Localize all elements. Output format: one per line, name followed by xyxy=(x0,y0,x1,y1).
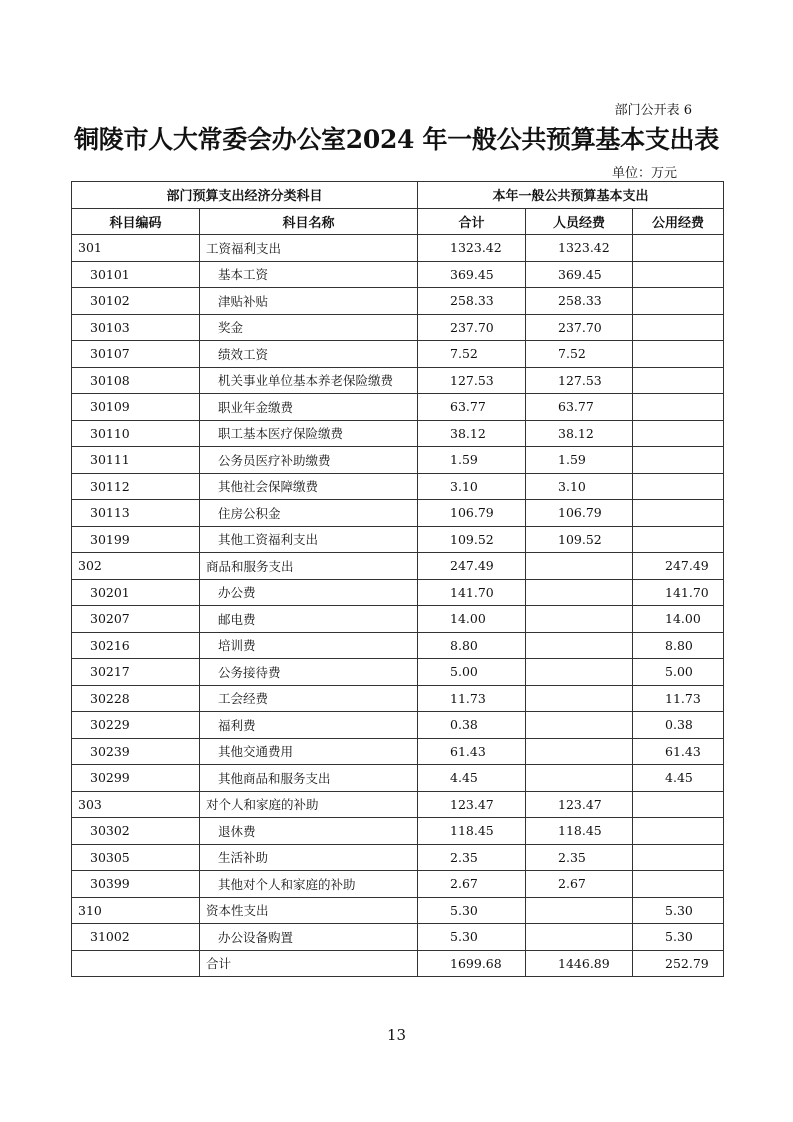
cell-name: 退休费 xyxy=(200,818,418,845)
cell-name: 办公设备购置 xyxy=(200,924,418,951)
cell-personnel: 118.45 xyxy=(526,818,633,845)
cell-code: 301 xyxy=(72,235,200,262)
cell-code: 30229 xyxy=(72,712,200,739)
cell-code xyxy=(72,950,200,977)
cell-total: 3.10 xyxy=(418,473,526,500)
cell-code: 30207 xyxy=(72,606,200,633)
cell-public: 5.00 xyxy=(633,659,724,686)
cell-personnel: 109.52 xyxy=(526,526,633,553)
cell-personnel: 1446.89 xyxy=(526,950,633,977)
table-row xyxy=(72,341,724,368)
cell-name: 其他社会保障缴费 xyxy=(200,473,418,500)
cell-total: 11.73 xyxy=(418,685,526,712)
cell-public: 14.00 xyxy=(633,606,724,633)
cell-public: 5.30 xyxy=(633,924,724,951)
cell-personnel: 369.45 xyxy=(526,261,633,288)
cell-total: 127.53 xyxy=(418,367,526,394)
cell-name: 机关事业单位基本养老保险缴费 xyxy=(200,367,418,394)
cell-name: 培训费 xyxy=(200,632,418,659)
table-row xyxy=(72,473,724,500)
cell-personnel: 7.52 xyxy=(526,341,633,368)
cell-total: 38.12 xyxy=(418,420,526,447)
table-body xyxy=(72,235,724,977)
cell-code: 30399 xyxy=(72,871,200,898)
cell-code: 30199 xyxy=(72,526,200,553)
cell-total: 2.35 xyxy=(418,844,526,871)
cell-code: 30113 xyxy=(72,500,200,527)
cell-code: 30110 xyxy=(72,420,200,447)
table-row xyxy=(72,235,724,262)
header-group-row xyxy=(72,182,724,209)
cell-name: 公务员医疗补助缴费 xyxy=(200,447,418,474)
cell-personnel: 237.70 xyxy=(526,314,633,341)
header-total: 合计 xyxy=(418,208,526,235)
cell-public xyxy=(633,791,724,818)
cell-total: 247.49 xyxy=(418,553,526,580)
cell-code: 30112 xyxy=(72,473,200,500)
table-row xyxy=(72,765,724,792)
cell-total: 5.30 xyxy=(418,897,526,924)
cell-code: 30108 xyxy=(72,367,200,394)
cell-total: 123.47 xyxy=(418,791,526,818)
table-row xyxy=(72,500,724,527)
table-row xyxy=(72,261,724,288)
cell-code: 30101 xyxy=(72,261,200,288)
cell-public xyxy=(633,473,724,500)
page-title: 铜陵市人大常委会办公室2024 年一般公共预算基本支出表 xyxy=(74,125,719,154)
cell-public xyxy=(633,526,724,553)
cell-public xyxy=(633,818,724,845)
table-row xyxy=(72,394,724,421)
cell-personnel: 2.67 xyxy=(526,871,633,898)
cell-total: 106.79 xyxy=(418,500,526,527)
table-row xyxy=(72,844,724,871)
cell-name: 资本性支出 xyxy=(200,897,418,924)
cell-total: 61.43 xyxy=(418,738,526,765)
cell-public xyxy=(633,871,724,898)
cell-code: 30109 xyxy=(72,394,200,421)
cell-personnel: 2.35 xyxy=(526,844,633,871)
table-row xyxy=(72,924,724,951)
cell-name: 职工基本医疗保险缴费 xyxy=(200,420,418,447)
table-row xyxy=(72,288,724,315)
cell-public: 8.80 xyxy=(633,632,724,659)
cell-personnel: 63.77 xyxy=(526,394,633,421)
cell-name: 基本工资 xyxy=(200,261,418,288)
cell-personnel xyxy=(526,685,633,712)
cell-total: 258.33 xyxy=(418,288,526,315)
table-row xyxy=(72,712,724,739)
cell-code: 30305 xyxy=(72,844,200,871)
cell-code: 30239 xyxy=(72,738,200,765)
budget-table xyxy=(71,181,724,977)
cell-public: 4.45 xyxy=(633,765,724,792)
header-code: 科目编码 xyxy=(72,208,200,235)
cell-personnel xyxy=(526,765,633,792)
cell-public xyxy=(633,261,724,288)
cell-total: 118.45 xyxy=(418,818,526,845)
cell-name: 工会经费 xyxy=(200,685,418,712)
document-tag: 部门公开表 6 xyxy=(614,103,692,118)
table-row xyxy=(72,632,724,659)
cell-total: 4.45 xyxy=(418,765,526,792)
cell-total: 14.00 xyxy=(418,606,526,633)
cell-total: 63.77 xyxy=(418,394,526,421)
cell-public: 5.30 xyxy=(633,897,724,924)
cell-total: 0.38 xyxy=(418,712,526,739)
table-row xyxy=(72,526,724,553)
cell-total: 1699.68 xyxy=(418,950,526,977)
cell-code: 30107 xyxy=(72,341,200,368)
cell-name: 生活补助 xyxy=(200,844,418,871)
cell-public xyxy=(633,447,724,474)
table-row xyxy=(72,818,724,845)
table-row xyxy=(72,367,724,394)
cell-total: 5.30 xyxy=(418,924,526,951)
cell-total: 7.52 xyxy=(418,341,526,368)
cell-total: 109.52 xyxy=(418,526,526,553)
cell-code: 303 xyxy=(72,791,200,818)
cell-personnel: 1323.42 xyxy=(526,235,633,262)
cell-name: 工资福利支出 xyxy=(200,235,418,262)
table-row xyxy=(72,553,724,580)
cell-code: 30102 xyxy=(72,288,200,315)
cell-personnel: 1.59 xyxy=(526,447,633,474)
table-row xyxy=(72,738,724,765)
cell-name: 其他交通费用 xyxy=(200,738,418,765)
table-row xyxy=(72,950,724,977)
cell-code: 31002 xyxy=(72,924,200,951)
header-personnel: 人员经费 xyxy=(526,208,633,235)
header-name: 科目名称 xyxy=(200,208,418,235)
cell-public xyxy=(633,341,724,368)
cell-personnel xyxy=(526,553,633,580)
cell-personnel xyxy=(526,579,633,606)
cell-name: 公务接待费 xyxy=(200,659,418,686)
cell-public: 11.73 xyxy=(633,685,724,712)
cell-name: 其他工资福利支出 xyxy=(200,526,418,553)
cell-code: 30302 xyxy=(72,818,200,845)
cell-public xyxy=(633,314,724,341)
cell-personnel xyxy=(526,632,633,659)
cell-code: 30201 xyxy=(72,579,200,606)
cell-public xyxy=(633,844,724,871)
cell-personnel: 106.79 xyxy=(526,500,633,527)
cell-public xyxy=(633,420,724,447)
cell-public: 0.38 xyxy=(633,712,724,739)
cell-personnel xyxy=(526,738,633,765)
table-row xyxy=(72,897,724,924)
cell-name: 其他商品和服务支出 xyxy=(200,765,418,792)
cell-public: 247.49 xyxy=(633,553,724,580)
cell-name: 福利费 xyxy=(200,712,418,739)
cell-personnel xyxy=(526,606,633,633)
cell-personnel xyxy=(526,659,633,686)
cell-personnel: 38.12 xyxy=(526,420,633,447)
cell-public: 141.70 xyxy=(633,579,724,606)
cell-public xyxy=(633,367,724,394)
header-column-row xyxy=(72,208,724,235)
cell-code: 30228 xyxy=(72,685,200,712)
cell-total: 369.45 xyxy=(418,261,526,288)
cell-code: 302 xyxy=(72,553,200,580)
header-public: 公用经费 xyxy=(633,208,724,235)
cell-name: 绩效工资 xyxy=(200,341,418,368)
table-row xyxy=(72,871,724,898)
cell-name: 其他对个人和家庭的补助 xyxy=(200,871,418,898)
cell-name: 邮电费 xyxy=(200,606,418,633)
cell-personnel xyxy=(526,924,633,951)
table-row xyxy=(72,791,724,818)
cell-name: 对个人和家庭的补助 xyxy=(200,791,418,818)
cell-total: 5.00 xyxy=(418,659,526,686)
cell-code: 30103 xyxy=(72,314,200,341)
header-group-right: 本年一般公共预算基本支出 xyxy=(418,182,724,209)
table-row xyxy=(72,659,724,686)
cell-public: 61.43 xyxy=(633,738,724,765)
cell-code: 30111 xyxy=(72,447,200,474)
cell-name: 合计 xyxy=(200,950,418,977)
cell-personnel: 258.33 xyxy=(526,288,633,315)
cell-code: 310 xyxy=(72,897,200,924)
cell-public: 252.79 xyxy=(633,950,724,977)
cell-public xyxy=(633,394,724,421)
cell-total: 1.59 xyxy=(418,447,526,474)
cell-code: 30299 xyxy=(72,765,200,792)
cell-name: 办公费 xyxy=(200,579,418,606)
cell-personnel: 123.47 xyxy=(526,791,633,818)
table-row xyxy=(72,685,724,712)
cell-personnel xyxy=(526,897,633,924)
cell-total: 141.70 xyxy=(418,579,526,606)
cell-total: 237.70 xyxy=(418,314,526,341)
cell-code: 30216 xyxy=(72,632,200,659)
cell-name: 职业年金缴费 xyxy=(200,394,418,421)
table-row xyxy=(72,579,724,606)
table-row xyxy=(72,606,724,633)
cell-name: 津贴补贴 xyxy=(200,288,418,315)
cell-total: 8.80 xyxy=(418,632,526,659)
unit-label: 单位：万元 xyxy=(611,166,677,181)
table-row xyxy=(72,447,724,474)
cell-code: 30217 xyxy=(72,659,200,686)
page-number: 13 xyxy=(386,1026,407,1044)
header-group-left: 部门预算支出经济分类科目 xyxy=(72,182,418,209)
cell-name: 奖金 xyxy=(200,314,418,341)
table-row xyxy=(72,314,724,341)
cell-personnel: 127.53 xyxy=(526,367,633,394)
cell-name: 商品和服务支出 xyxy=(200,553,418,580)
cell-public xyxy=(633,235,724,262)
cell-public xyxy=(633,500,724,527)
table-row xyxy=(72,420,724,447)
cell-public xyxy=(633,288,724,315)
cell-name: 住房公积金 xyxy=(200,500,418,527)
cell-total: 2.67 xyxy=(418,871,526,898)
cell-personnel xyxy=(526,712,633,739)
cell-personnel: 3.10 xyxy=(526,473,633,500)
cell-total: 1323.42 xyxy=(418,235,526,262)
